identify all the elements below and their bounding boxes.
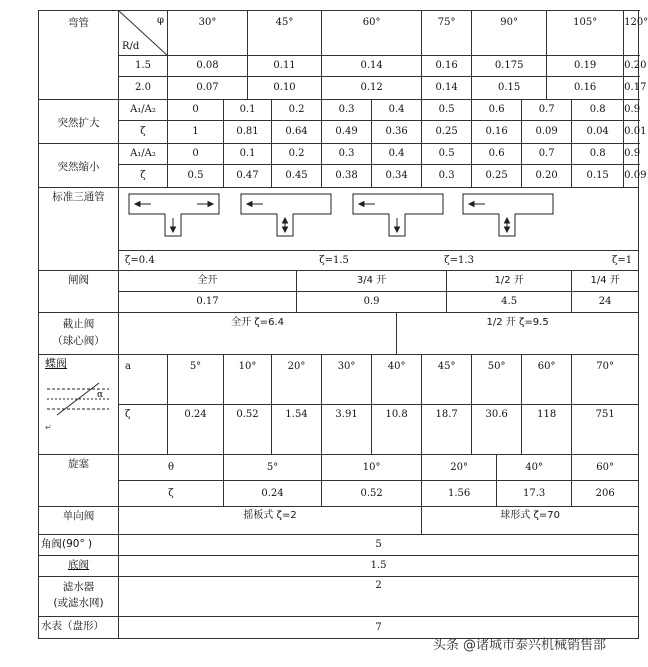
foot-valve-row xyxy=(39,556,639,577)
check-valve-label: 单向阀 xyxy=(39,507,119,535)
zeta-value: 0.81 xyxy=(224,121,272,144)
tee-zeta: ζ=1.5 xyxy=(272,251,397,271)
zeta-value: 0.04 xyxy=(572,121,624,144)
zeta-label: ζ xyxy=(119,121,168,144)
zeta-label: ζ xyxy=(119,481,224,507)
gate-opening: 1/2 开 xyxy=(447,271,572,292)
tee-value-row xyxy=(39,251,639,271)
butterfly-label: 蝶阀 xyxy=(45,357,67,370)
ratio-value: 0.1 xyxy=(224,100,272,121)
expansion-label: 突然扩大 xyxy=(39,100,119,144)
butterfly-angle-row xyxy=(39,355,639,405)
phi-symbol: φ xyxy=(156,15,164,26)
strainer-row xyxy=(39,577,639,617)
foot-valve-label: 底阀 xyxy=(39,556,119,577)
ratio-label: A₁/A₂ xyxy=(119,144,168,165)
elbow-angle: 60° xyxy=(322,11,422,56)
elbow-zeta: 0.14 xyxy=(422,77,472,100)
cock-zeta: 17.3 xyxy=(497,481,572,507)
elbow-angle: 30° xyxy=(168,11,248,56)
cock-zeta-row xyxy=(39,481,639,507)
zeta-value: 0.20 xyxy=(522,165,572,188)
globe-valve-label xyxy=(39,313,119,355)
elbow-angle: 90° xyxy=(472,11,547,56)
butterfly-zeta: 0.52 xyxy=(224,405,272,455)
gate-zeta: 24 xyxy=(572,292,639,313)
cock-angle-row xyxy=(39,455,639,481)
ratio-value: 0.6 xyxy=(472,144,522,165)
ratio-value: 0 xyxy=(168,100,224,121)
cock-zeta: 0.24 xyxy=(224,481,322,507)
butterfly-zeta: 3.91 xyxy=(322,405,372,455)
expansion-zeta-row xyxy=(39,121,639,144)
watermark: 头条 @诸城市泰兴机械销售部 xyxy=(432,638,606,653)
zeta-value: 0.16 xyxy=(472,121,522,144)
elbow-row-2 xyxy=(39,77,639,100)
elbow-angle: 75° xyxy=(422,11,472,56)
zeta-value: 0.49 xyxy=(322,121,372,144)
svg-text:α: α xyxy=(97,389,104,400)
elbow-zeta: 0.17 xyxy=(624,77,639,100)
angle-valve-row xyxy=(39,535,639,556)
elbow-zeta: 0.20 xyxy=(624,56,639,77)
ratio-value: 0.7 xyxy=(522,144,572,165)
contraction-label: 突然缩小 xyxy=(39,144,119,188)
cock-label: 旋塞 xyxy=(39,455,119,507)
theta-label: θ xyxy=(119,455,224,481)
zeta-label: ζ xyxy=(119,405,168,455)
butterfly-zeta: 10.8 xyxy=(372,405,422,455)
butterfly-zeta: 30.6 xyxy=(472,405,522,455)
cock-angle: 20° xyxy=(422,455,497,481)
butterfly-angle: 5° xyxy=(168,355,224,405)
zeta-value: 0.47 xyxy=(224,165,272,188)
butterfly-a-label: a xyxy=(119,355,168,405)
zeta-value: 0.25 xyxy=(472,165,522,188)
gate-valve-label: 闸阀 xyxy=(39,271,119,313)
ratio-value: 0.1 xyxy=(224,144,272,165)
elbow-header-row xyxy=(39,11,639,56)
expansion-ratio-row xyxy=(39,100,639,121)
zeta-value: 0.25 xyxy=(422,121,472,144)
gate-opening: 3/4 开 xyxy=(297,271,447,292)
phi-rd-header xyxy=(119,11,168,56)
ratio-value: 0.3 xyxy=(322,144,372,165)
ratio-value: 0.2 xyxy=(272,144,322,165)
rd-value: 2.0 xyxy=(119,77,168,100)
zeta-value: 0.38 xyxy=(322,165,372,188)
elbow-zeta: 0.11 xyxy=(248,56,322,77)
tee-label: 标准三通管 xyxy=(39,188,119,271)
contraction-zeta-row xyxy=(39,165,639,188)
ratio-value: 0.4 xyxy=(372,100,422,121)
gate-opening: 全开 xyxy=(119,271,297,292)
contraction-ratio-row xyxy=(39,144,639,165)
butterfly-zeta: 751 xyxy=(572,405,639,455)
cock-angle: 60° xyxy=(572,455,639,481)
butterfly-angle: 70° xyxy=(572,355,639,405)
check-swing: 摇板式 ζ=2 xyxy=(119,507,422,535)
butterfly-zeta: 1.54 xyxy=(272,405,322,455)
elbow-zeta: 0.175 xyxy=(472,56,547,77)
butterfly-cell xyxy=(39,355,119,455)
zeta-value: 0.15 xyxy=(572,165,624,188)
ratio-value: 0.6 xyxy=(472,100,522,121)
butterfly-angle: 60° xyxy=(522,355,572,405)
gate-opening-row xyxy=(39,271,639,292)
angle-valve-label: 角阀(90° ) xyxy=(39,535,119,556)
angle-valve-value: 5 xyxy=(119,535,639,556)
butterfly-zeta: 0.24 xyxy=(168,405,224,455)
butterfly-angle: 50° xyxy=(472,355,522,405)
foot-valve-value: 1.5 xyxy=(119,556,639,577)
gate-zeta: 0.17 xyxy=(119,292,297,313)
butterfly-angle: 20° xyxy=(272,355,322,405)
flow-arrow-icon xyxy=(135,202,510,233)
water-meter-value: 7 xyxy=(119,617,639,639)
strainer-label xyxy=(39,577,119,617)
rd-symbol: R/d xyxy=(122,40,140,52)
tee-zeta: ζ=1.3 xyxy=(397,251,522,271)
return-mark-icon: ↵ xyxy=(45,422,52,432)
cock-angle: 10° xyxy=(322,455,422,481)
water-meter-label: 水表（盘形） xyxy=(39,617,119,639)
globe-valve-label-line: （球心阀） xyxy=(52,334,105,347)
zeta-value: 0.09 xyxy=(624,165,639,188)
zeta-value: 0.36 xyxy=(372,121,422,144)
butterfly-angle: 45° xyxy=(422,355,472,405)
cock-angle: 5° xyxy=(224,455,322,481)
cock-zeta: 1.56 xyxy=(422,481,497,507)
elbow-zeta: 0.16 xyxy=(547,77,624,100)
tee-diagram-row xyxy=(39,188,639,251)
ratio-label: A₁/A₂ xyxy=(119,100,168,121)
elbow-zeta: 0.12 xyxy=(322,77,422,100)
zeta-value: 0.34 xyxy=(372,165,422,188)
elbow-zeta: 0.14 xyxy=(322,56,422,77)
ratio-value: 0.4 xyxy=(372,144,422,165)
globe-half-open: 1/2 开 ζ=9.5 xyxy=(397,313,639,355)
resistance-coefficient-table xyxy=(38,10,648,660)
zeta-value: 1 xyxy=(168,121,224,144)
elbow-zeta: 0.07 xyxy=(168,77,248,100)
zeta-value: 0.01 xyxy=(624,121,639,144)
zeta-value: 0.45 xyxy=(272,165,322,188)
tee-diagrams xyxy=(119,188,639,251)
elbow-zeta: 0.15 xyxy=(472,77,547,100)
ratio-value: 0.5 xyxy=(422,144,472,165)
tee-diagrams-svg xyxy=(119,188,599,250)
tee-zeta: ζ=0.4 xyxy=(119,251,272,271)
elbow-angle: 120° xyxy=(624,11,639,56)
ratio-value: 0.2 xyxy=(272,100,322,121)
ratio-value: 0.8 xyxy=(572,144,624,165)
elbow-zeta: 0.10 xyxy=(248,77,322,100)
ratio-value: 0.5 xyxy=(422,100,472,121)
butterfly-valve-icon xyxy=(45,377,111,419)
check-valve-row xyxy=(39,507,639,535)
zeta-value: 0.09 xyxy=(522,121,572,144)
check-ball: 球形式 ζ=70 xyxy=(422,507,639,535)
globe-valve-row xyxy=(39,313,639,355)
cock-zeta: 206 xyxy=(572,481,639,507)
zeta-value: 0.3 xyxy=(422,165,472,188)
ratio-value: 0.8 xyxy=(572,100,624,121)
gate-zeta: 4.5 xyxy=(447,292,572,313)
zeta-value: 0.5 xyxy=(168,165,224,188)
butterfly-angle: 30° xyxy=(322,355,372,405)
gate-opening: 1/4 开 xyxy=(572,271,639,292)
elbow-angle: 105° xyxy=(547,11,624,56)
ratio-value: 0.3 xyxy=(322,100,372,121)
cock-angle: 40° xyxy=(497,455,572,481)
butterfly-angle: 40° xyxy=(372,355,422,405)
gate-zeta: 0.9 xyxy=(297,292,447,313)
elbow-row-1 xyxy=(39,56,639,77)
ratio-value: 0.9 xyxy=(624,100,639,121)
butterfly-angle: 10° xyxy=(224,355,272,405)
tee-zeta: ζ=1 xyxy=(522,251,639,271)
zeta-label: ζ xyxy=(119,165,168,188)
gate-zeta-row xyxy=(39,292,639,313)
ratio-value: 0.9 xyxy=(624,144,639,165)
butterfly-zeta: 18.7 xyxy=(422,405,472,455)
ratio-value: 0 xyxy=(168,144,224,165)
zeta-value: 0.64 xyxy=(272,121,322,144)
rd-value: 1.5 xyxy=(119,56,168,77)
elbow-angle: 45° xyxy=(248,11,322,56)
strainer-label-line: (或滤水网) xyxy=(53,596,104,609)
butterfly-zeta-row xyxy=(39,405,639,455)
butterfly-zeta: 118 xyxy=(522,405,572,455)
strainer-label-line: 滤水器 xyxy=(62,581,95,593)
elbow-zeta: 0.16 xyxy=(422,56,472,77)
ratio-value: 0.7 xyxy=(522,100,572,121)
cock-zeta: 0.52 xyxy=(322,481,422,507)
globe-valve-label-line: 截止阀 xyxy=(62,318,95,330)
strainer-value: 2 xyxy=(119,577,639,617)
globe-full-open: 全开 ζ=6.4 xyxy=(119,313,397,355)
elbow-zeta: 0.19 xyxy=(547,56,624,77)
elbow-zeta: 0.08 xyxy=(168,56,248,77)
elbow-label: 弯管 xyxy=(39,11,119,100)
